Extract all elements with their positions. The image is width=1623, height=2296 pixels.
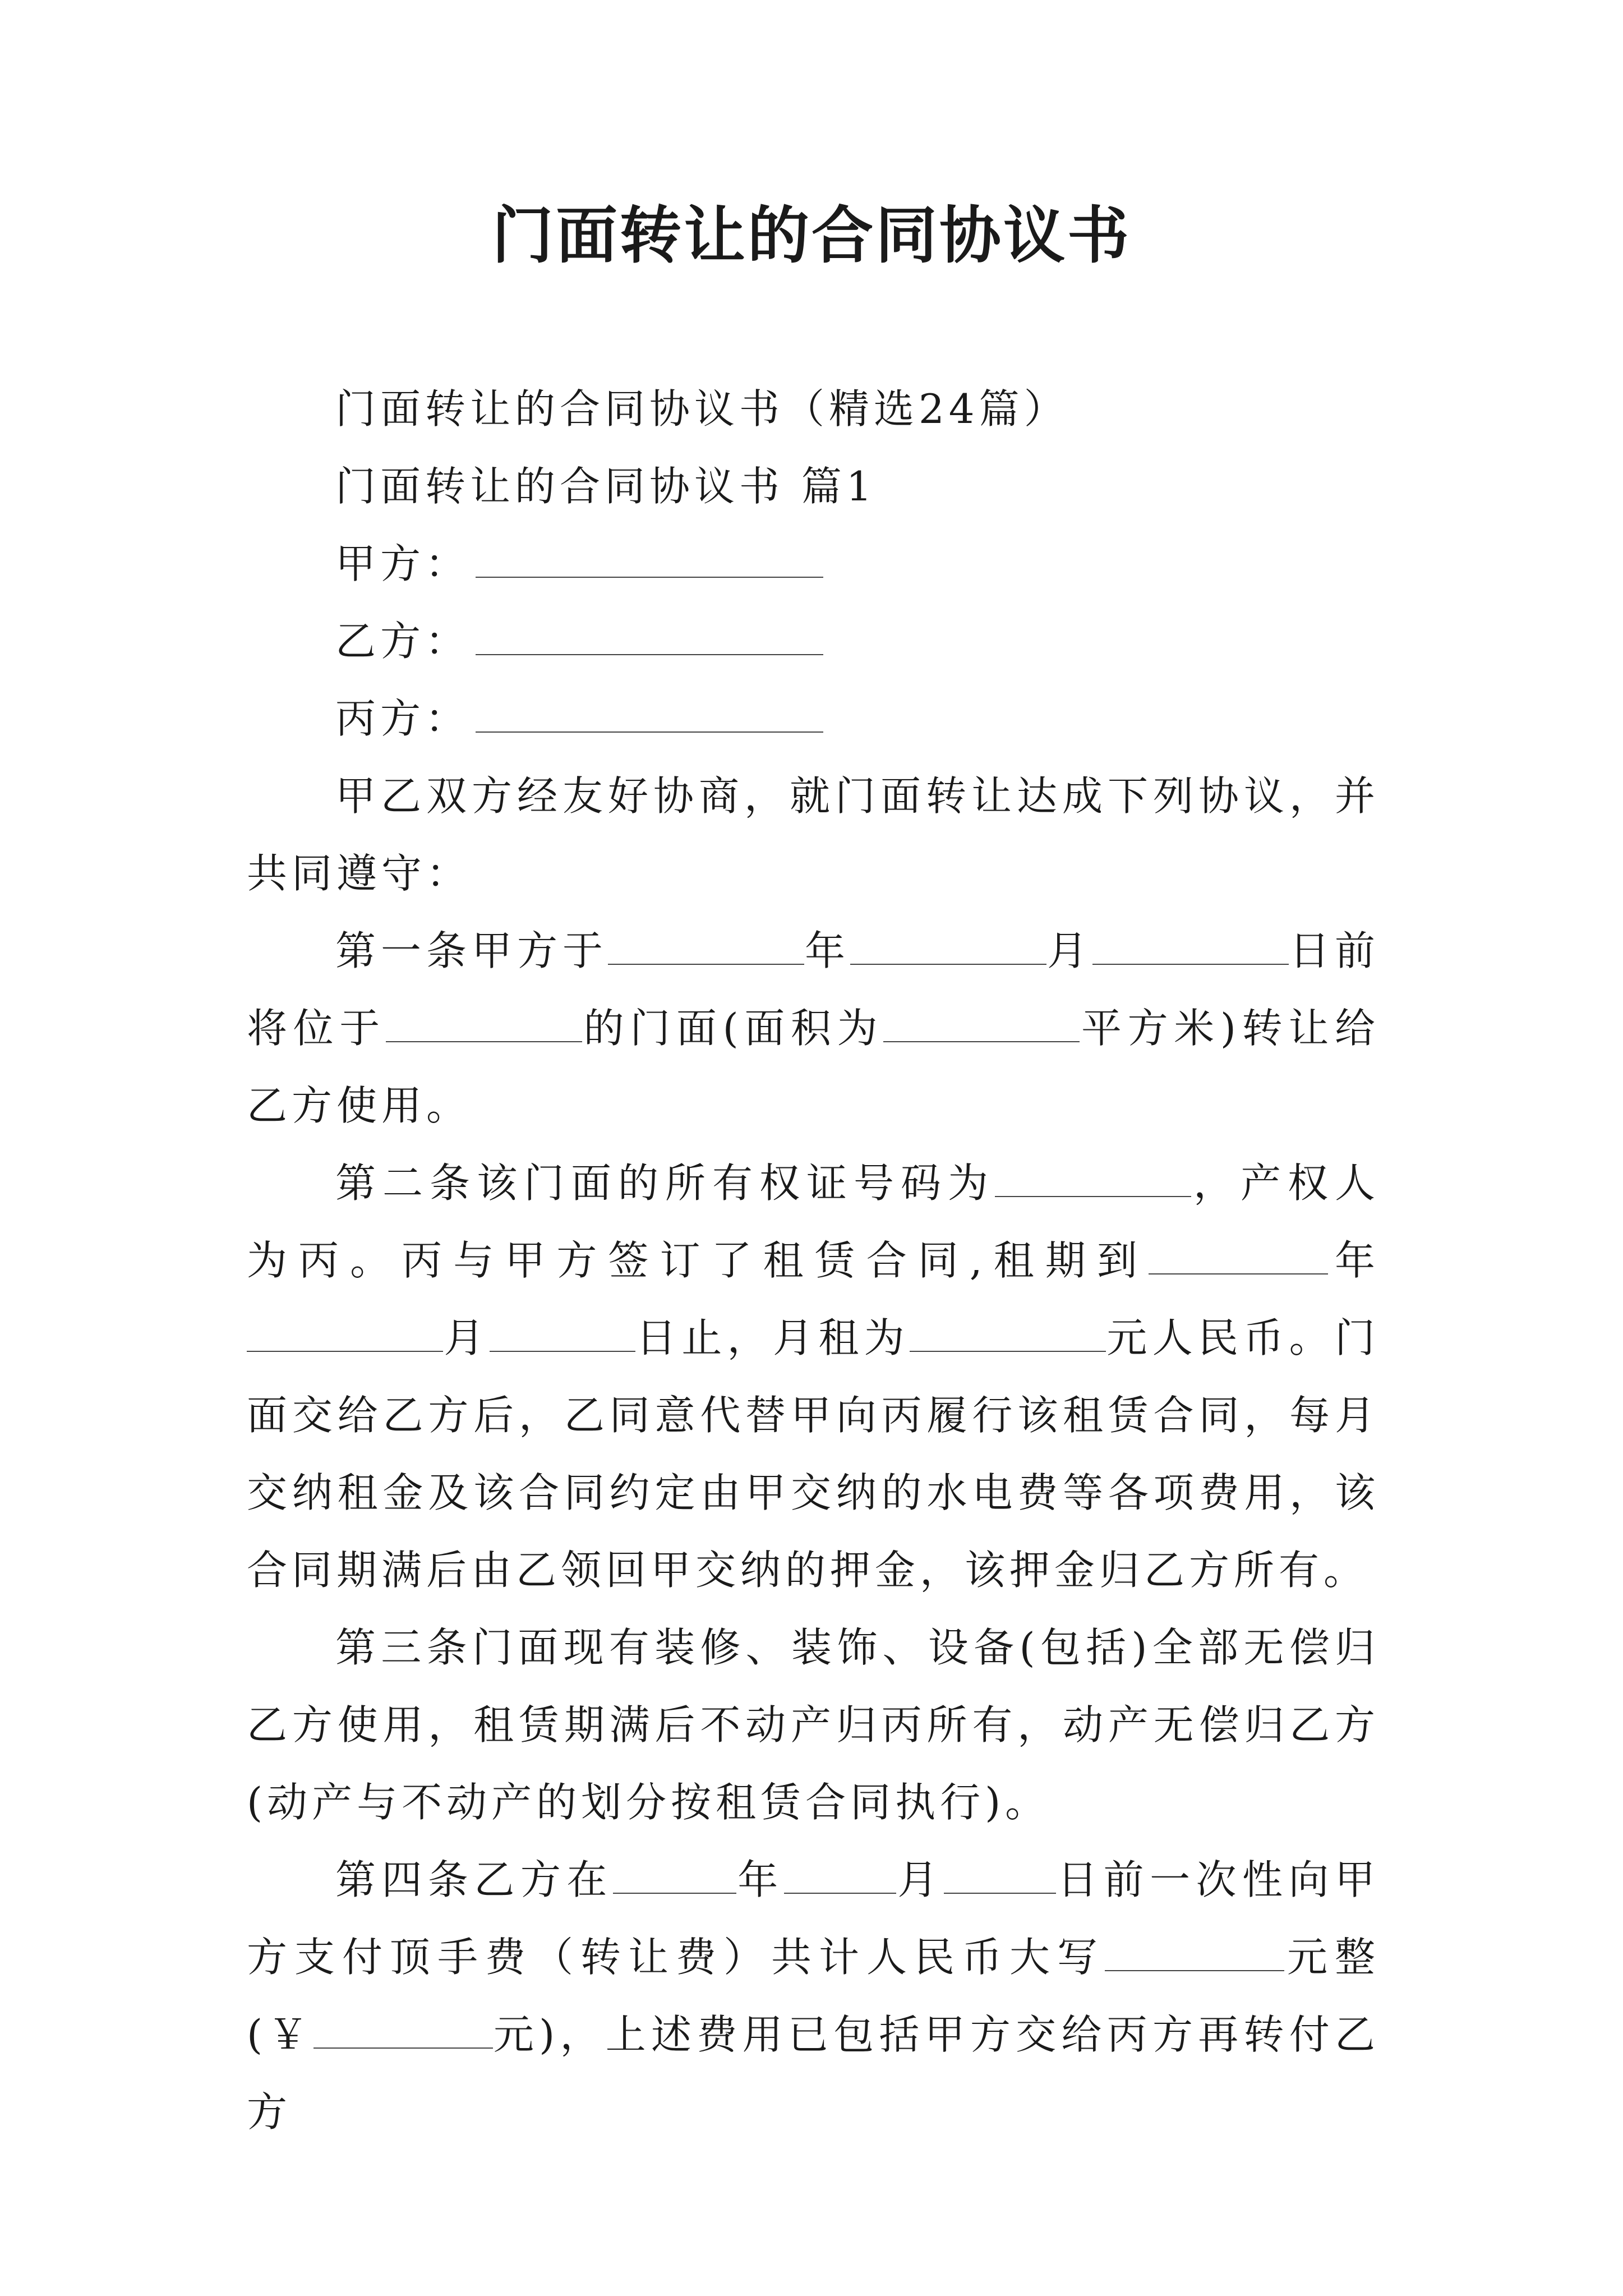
art2-text-f: 元人民币。门面交给乙方后，乙同意代替甲向丙履行该租赁合同，每月交纳租金及该合同约定由甲交纳的水电费等各项费用，该合同期满后由乙领回甲交纳的押金，该押金归乙方所有。	[247, 1314, 1380, 1594]
art1-text-f: 平方米)转让给乙方使用。	[247, 1005, 1380, 1129]
document-body	[247, 370, 1380, 2151]
party-b-line	[247, 602, 1380, 680]
subtitle-line: 门面转让的合同协议书（精选24篇）	[335, 385, 1069, 432]
art4-text-f: 元)，上述费用已包括甲方交给丙方再转付乙方	[247, 2011, 1380, 2136]
article-1	[247, 912, 1380, 1144]
blank-field	[995, 1162, 1191, 1197]
party-a-label: 甲方：	[335, 540, 471, 587]
art2-text-d: 月	[443, 1314, 490, 1361]
art1-text-e: 的门面(面积为	[582, 1005, 884, 1052]
section-heading: 门面转让的合同协议书 篇1	[335, 463, 877, 510]
blank-field	[313, 2014, 493, 2049]
blank-field	[883, 1007, 1080, 1042]
art1-text-a: 第一条甲方于	[335, 927, 608, 974]
art1-text-b: 年	[804, 927, 850, 974]
art4-text-e: 元整(￥	[247, 1934, 1380, 2058]
art2-text-b: ，产权人为丙。丙与甲方签订了租赁合同,租期到	[247, 1159, 1380, 1284]
art1-text-c: 月	[1046, 927, 1092, 974]
art4-text-c: 月	[896, 1856, 944, 1903]
party-a-line	[247, 525, 1380, 602]
blank-field	[850, 930, 1046, 965]
party-c-line	[247, 680, 1380, 757]
art2-text-a: 第二条该门面的所有权证号码为	[335, 1159, 995, 1207]
art2-text-e: 日止，月租为	[635, 1314, 910, 1361]
party-c-label: 丙方：	[335, 695, 471, 742]
intro-paragraph: 甲乙双方经友好协商，就门面转让达成下列协议，并共同遵守：	[247, 772, 1380, 897]
party-b-blank	[476, 620, 823, 655]
art4-text-a: 第四条乙方在	[335, 1856, 613, 1903]
blank-field	[1149, 1240, 1328, 1274]
blank-field	[247, 1317, 443, 1352]
blank-field	[1105, 1936, 1284, 1971]
art4-text-b: 年	[736, 1856, 784, 1903]
article-4	[247, 1841, 1380, 2151]
blank-field	[608, 930, 804, 965]
article-2	[247, 1144, 1380, 1609]
party-a-blank	[476, 543, 823, 578]
blank-field	[386, 1007, 582, 1042]
blank-field	[944, 1859, 1056, 1894]
art2-text-c: 年	[1327, 1237, 1380, 1284]
blank-field	[784, 1859, 896, 1894]
blank-field	[910, 1317, 1106, 1352]
party-b-label: 乙方：	[335, 618, 471, 665]
blank-field	[490, 1317, 635, 1352]
blank-field	[613, 1859, 736, 1894]
art4-text-d: 日前一次性向甲方支付顶手费（转让费）共计人民币大写	[247, 1856, 1380, 1981]
blank-field	[1092, 930, 1289, 965]
document-title: 门面转让的合同协议书	[492, 199, 1131, 272]
party-c-blank	[476, 698, 823, 733]
art1-text-d: 日前将位于	[247, 927, 1380, 1052]
article-3: 第三条门面现有装修、装饰、设备(包括)全部无偿归乙方使用，租赁期满后不动产归丙所有，动产无偿归乙方(动产与不动产的划分按租赁合同执行)。	[247, 1624, 1380, 1826]
